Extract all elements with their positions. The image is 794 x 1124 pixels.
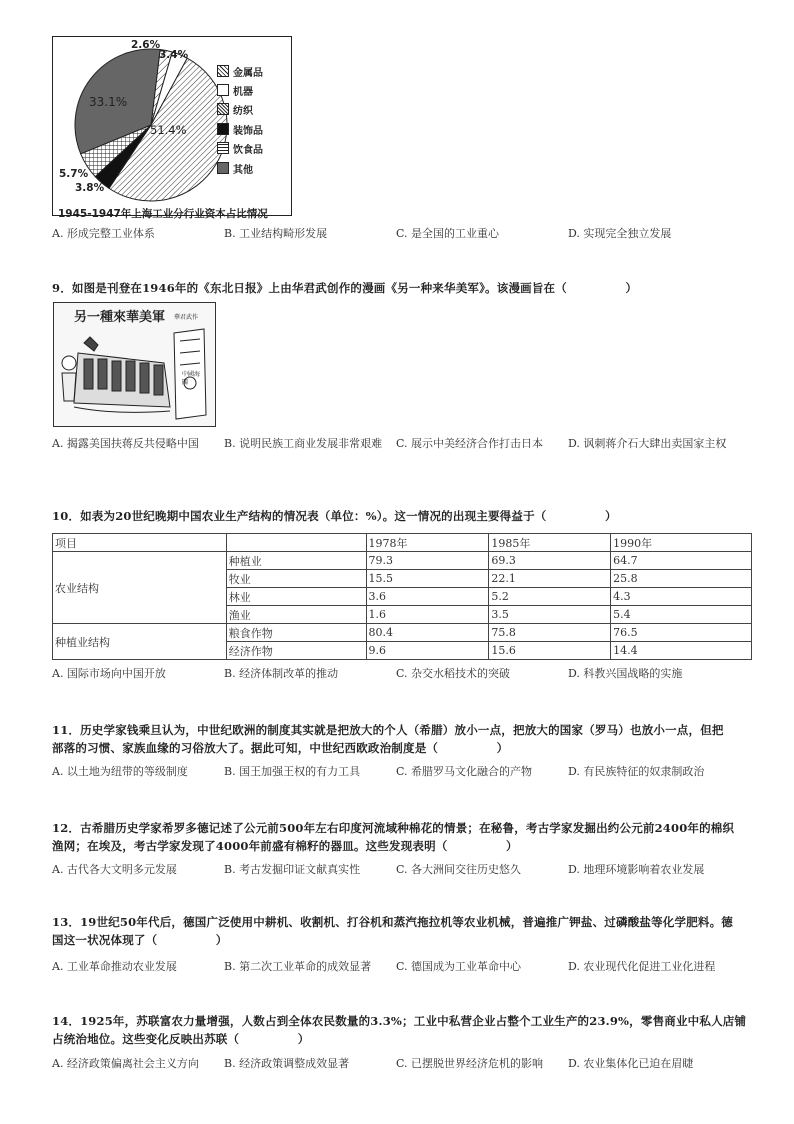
q11-option-a[interactable]: A. 以土地为纽带的等级制度: [52, 765, 188, 778]
table-row: [53, 552, 752, 570]
q13-stem-line1: 13．19世纪50年代后，德国广泛使用中耕机、收割机、打谷机和蒸汽拖拉机等农业机械，普遍推广钾盐、过磷酸盐等化学肥料。德: [52, 915, 734, 929]
pie-value-label: 3.4%: [159, 49, 189, 61]
chart-title: 1945-1947年上海工业分行业资本占比情况: [58, 208, 268, 220]
q8-option-b[interactable]: B. 工业结构畸形发展: [224, 227, 328, 240]
q12-option-c[interactable]: C. 各大洲间交往历史悠久: [396, 863, 522, 876]
q10-option-a[interactable]: A. 国际市场向中国开放: [52, 667, 166, 680]
table-cell: 15.6: [489, 642, 611, 660]
table-group-cell: 种植业结构: [53, 624, 227, 660]
table-cell: 80.4: [366, 624, 489, 642]
q14-stem-line2: 占统治地位。这些变化反映出苏联（ ）: [52, 1032, 310, 1046]
q11-option-c[interactable]: C. 希腊罗马文化融合的产物: [396, 765, 533, 778]
q13-option-d[interactable]: D. 农业现代化促进工业化进程: [568, 960, 716, 973]
table-row: [53, 624, 752, 642]
table-cell: 3.5: [489, 606, 611, 624]
q10-option-d[interactable]: D. 科教兴国战略的实施: [568, 667, 683, 680]
q13-option-c[interactable]: C. 德国成为工业革命中心: [396, 960, 522, 973]
table-cell: 25.8: [611, 570, 752, 588]
q12-stem-line1: 12．古希腊历史学家希罗多德记述了公元前500年左右印度河流域种棉花的情景；在秘鲁，考古学家发掘出约公元前2400年的棉织: [52, 821, 735, 835]
pie-value-label: 5.7%: [59, 168, 89, 180]
table-cell: 林业: [226, 588, 366, 606]
q14-options: [52, 1055, 752, 1091]
q12-option-a[interactable]: A. 古代各大文明多元发展: [52, 863, 177, 876]
table-cell: 牧业: [226, 570, 366, 588]
q13-stem-line2: 国这一状况体现了（ ）: [52, 933, 228, 947]
q13-option-a[interactable]: A. 工业革命推动农业发展: [52, 960, 177, 973]
q14-option-c[interactable]: C. 已摆脱世界经济危机的影响: [396, 1057, 544, 1070]
q9-option-d[interactable]: D. 讽刺蒋介石大肆出卖国家主权: [568, 437, 727, 450]
table-header-cell: 项目: [53, 534, 227, 552]
table-group-cell: 农业结构: [53, 552, 227, 624]
q8-option-d[interactable]: D. 实现完全独立发展: [568, 227, 672, 240]
pie-value-label: 2.6%: [131, 39, 161, 51]
table-cell: 粮食作物: [226, 624, 366, 642]
q11-option-d[interactable]: D. 有民族特征的奴隶制政治: [568, 765, 705, 778]
q10-stem: 10．如表为20世纪晚期中国农业生产结构的情况表（单位：%）。这一情况的出现主要得益于（ ）: [52, 509, 617, 523]
table-cell: 5.4: [611, 606, 752, 624]
q9-option-c[interactable]: C. 展示中美经济合作打击日本: [396, 437, 544, 450]
table-cell: 5.2: [489, 588, 611, 606]
table-cell: 76.5: [611, 624, 752, 642]
q10-option-c[interactable]: C. 杂交水稻技术的突破: [396, 667, 511, 680]
table-cell: 15.5: [366, 570, 489, 588]
q12-option-d[interactable]: D. 地理环境影响着农业发展: [568, 863, 705, 876]
q8-option-c[interactable]: C. 是全国的工业重心: [396, 227, 500, 240]
q14-option-a[interactable]: A. 经济政策偏离社会主义方向: [52, 1057, 199, 1070]
pie-value-label: 3.8%: [75, 182, 105, 194]
table-cell: 75.8: [489, 624, 611, 642]
q11-options: [52, 763, 752, 799]
q11-stem-line1: 11．历史学家钱乘旦认为，中世纪欧洲的制度其实就是把放大的个人（希腊）放小一点，把放大的国家（罗马）也放小一点，但把: [52, 723, 724, 737]
q9-options: [52, 435, 752, 471]
table-header-cell: [226, 534, 366, 552]
q12-stem-line2: 渔网；在埃及，考古学家发现了4000年前盛有棉籽的器皿。这些发现表明（ ）: [52, 839, 518, 853]
q11-option-b[interactable]: B. 国王加强王权的有力工具: [224, 765, 361, 778]
q14-option-b[interactable]: B. 经济政策调整成效显著: [224, 1057, 350, 1070]
table-cell: 1.6: [366, 606, 489, 624]
table-cell: 79.3: [366, 552, 489, 570]
q8-option-a[interactable]: A. 形成完整工业体系: [52, 227, 155, 240]
q9-option-b[interactable]: B. 说明民族工商业发展非常艰难: [224, 437, 383, 450]
cartoon-image: [53, 302, 216, 427]
q12-option-b[interactable]: B. 考古发掘印证文献真实性: [224, 863, 361, 876]
q8-options: [52, 225, 752, 261]
cartoon-title: 另一種來華美軍: [74, 310, 166, 325]
q9-option-a[interactable]: A. 揭露美国扶蒋反共侵略中国: [52, 437, 199, 450]
q11-stem-line2: 部落的习惯、家族血缘的习俗放大了。据此可知，中世纪西欧政治制度是（ ）: [52, 741, 509, 755]
q10-options: [52, 665, 752, 701]
table-cell: 9.6: [366, 642, 489, 660]
table-cell: 64.7: [611, 552, 752, 570]
table-header-cell: 1985年: [489, 534, 611, 552]
table-cell: 4.3: [611, 588, 752, 606]
pie-value-label: 33.1%: [89, 95, 128, 109]
q13-option-b[interactable]: B. 第二次工业革命的成效显著: [224, 960, 372, 973]
q9-stem: 9．如图是刊登在1946年的《东北日报》上由华君武创作的漫画《另一种来华美军》。该漫画旨在（ ）: [52, 281, 638, 295]
cartoon-signature: 華君武作: [174, 314, 199, 321]
q13-options: [52, 958, 752, 994]
table-cell: 22.1: [489, 570, 611, 588]
table-header-row: [53, 534, 752, 552]
q12-options: [52, 861, 752, 897]
table-cell: 69.3: [489, 552, 611, 570]
pie-chart-figure: 2.6% 3.4% 51.4% 3.8% 5.7% 33.1% 金属品 机器 纺织 装饰品 饮食品 其他: [52, 36, 292, 216]
cartoon-sign: 中國海關: [182, 371, 201, 386]
q14-option-d[interactable]: D. 农业集体化已迫在眉睫: [568, 1057, 694, 1070]
q14-stem-line1: 14．1925年，苏联富农力量增强，人数占到全体农民数量的3.3%；工业中私营企业占整个工业生产的23.9%，零售商业中私人店铺: [52, 1014, 747, 1028]
table-cell: 经济作物: [226, 642, 366, 660]
q10-option-b[interactable]: B. 经济体制改革的推动: [224, 667, 339, 680]
table-header-cell: 1978年: [366, 534, 489, 552]
table-header-cell: 1990年: [611, 534, 752, 552]
table-cell: 种植业: [226, 552, 366, 570]
table-cell: 14.4: [611, 642, 752, 660]
table-cell: 3.6: [366, 588, 489, 606]
table-cell: 渔业: [226, 606, 366, 624]
agriculture-table: [52, 533, 752, 660]
pie-value-label: 51.4%: [150, 123, 187, 137]
